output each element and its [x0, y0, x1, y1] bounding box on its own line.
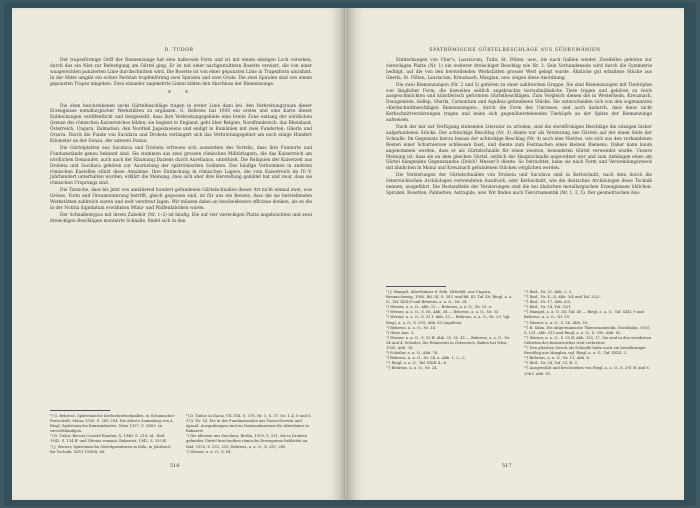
footnote: ¹) G. Behrens, Spätrömische Kerbschnittschnallen, in Schumacher-Festschrift, Mainz 1930, S. 285–294. Die älteste Sammlung von A. Riegl, Spätrömische Kunstindustrie, Wien 1927, S. 284 f. zu vervollständigen.: [50, 414, 176, 434]
footnote: ¹³) Ibid., Nr. 4—8, Abb. 3/4 und Taf. 32/2.: [524, 295, 601, 300]
footnote: ¹⁷) Werner, a. a. O., S. 56, Abb. 38.: [524, 320, 589, 325]
paragraph: Nach der mir zur Verfügung stehenden Literatur zu urteilen, sind die sternförmigen Beschläge die einzigen bisher aufgefundenen Stücke. Der achteckige Beschlag (Nr. 3) diente nur als Verzierung des Gürtels auf der einen Seite der Schnalle. Im Gegensatz hierzu besass der achteckige Beschlag (Nr. 4) auch eine Nietöse, wie sich aus den vorhandenen Resten einer Scharnierose schliessen lässt, und diente zum Festmachen eines kleinen Riemens. Daher kann kaum angenommen werden, dass er als Gürtelschnalle für einen zweiten, besonderen Gürtel verwendet wurde. Unsere Meinung ist, dass sie an dem gleichen Gürtel, seitlich der Hauptschnalle angeordnet war und zum Anhängen eines am Gürtel hängenden Gegenstandes (Dolch? Messer?) diente. So betrachtet, kann sie nach Form und Verwendungszweck mit ähnlichen in Mainz und Kreuznach gefundenen Stücken verglichen werden.: [386, 124, 652, 172]
footnote: ⁷) Werner, a. a. O., S. 52 ff. Abb. 33, 35, 41 — Behrens, a. a. O., Nr. 24 und 4. Scheiler, Die Römerzeit in Österreich, Baden bei Wien, 1935, Abb. 76.: [386, 335, 511, 351]
right-page: [346, 8, 684, 500]
footnote: ²) D. Tudor, Recuei Corseid Romînă, X, 1946, S. 216; Id., Ibid. 1942, S. 134 ff. und Oltenia romană, Bukarest, 1942, S. 293 ff.: [50, 434, 167, 444]
footnote-column: [186, 414, 312, 455]
footnote: ¹⁶) Hampel, a. a. O., III, Taf. 40 — Riegl, a. a. O., Taf. XXII, 9 und Behrens, a. a. O., Nr. 29.: [524, 310, 644, 320]
footnote: ⁸) Scheiler, a. a. O., Abb. 78.: [386, 351, 439, 356]
footnote: ¹) J. Hampel, Alterthümer d. früh. Mittelalt. aus Ungarn, Braunschweig, 1905, Bd. III, S. 34 f. und Bd. III, Taf. 40; Riegl, a. a. O., Taf. XXII/9 und Behrens, a. a. O., Nr. 24.: [386, 290, 513, 305]
footnote: ¹⁹) Werner, a. a. O., S. 52 ff. Abb. 120, 17. Sie sind in den westlichen Gebieten des Kaiserreiches weit verbreitet.: [524, 335, 652, 345]
footnote: ⁶) Werner, a. a. O., S. 64.: [186, 449, 232, 454]
paragraph: Die Tatsache, dass bis jetzt von annähernd hundert gefundenen Gürtelschnallen dieser Art nicht einmal zwei, was Grösse, Form und Ornamentierung betrifft, gleich gegossen sind, ist für uns ein Beweis, dass die sie herstellenden Werkstätten zahlreich waren und weit verstreut lagen. Wir müssen dabei an bescheidenere officinae denken, als es die in der Notitia dignitatum erwähnten Münz- und Waffenfabriken waren.: [50, 188, 312, 211]
footnote: ⁵) Die ältesten aus Sucidava, Berlin, 1929, S. 251, die in Drobeta gefunden Gürtel beschreiben römische Erzeugnisse bekleidet an, Ibid. 1929, S. 251, 255; Behrens, a. a. O., S. 287, 285.: [186, 434, 309, 449]
page-number: 517: [502, 463, 512, 469]
footnote: ⁵) Behrens, a. a. O., Nr. 14.: [386, 325, 437, 330]
paragraph: Die Verzierungen der Gürtelschnallen von Drobeta und Sucidava sind in Kerbschnitt, nach dem durch die österreichischen Archäologen verwendeten Ausdruck, oder Kerbschnitt, wie die deutschen Archäologen diese Technik nennen, ausgeführt. Die Bestandteile der Verzierungen sind die bei ähnlichen metallurgischen Erzeugnissen üblichen: Spiralen, Rosetten, Palmetten, Astragale, usw. Wir finden auch Tierornamentik (Nr. 1, 2, 5). Der geometrischen Aus-: [386, 173, 652, 196]
footnote: ²³) Ausgewählt und beschrieben von Riegl, a. a. O., S. 291 ff. und S. 296 f. Abb. 81.: [524, 366, 650, 376]
running-header: D. TUDOR: [164, 48, 194, 53]
footnote: ⁹) Behrens, a. a. O., Nr. 24, a. Abb. 1, 2—3.: [386, 356, 466, 361]
footnote-column: [386, 290, 514, 377]
footnote: ³) Werner, a. a. O., S. 56, Abb. 34 — Behrens, a. a. O., Nr. 33.: [386, 310, 500, 315]
footnote: ⁴) Werner, a. a. O., S. 51 f. Abb. 33 — Behrens, a. a. O., Nr. 23; Vgl. Riegl, a. a. O., S. 293, Abb. 82 (Aquileia).: [386, 315, 511, 325]
paragraph: Der Schnallentypus mit ihrem Zubehör (Nr. 1–2) ist häufig. Die auf vier viereckigen Platte angebrachten und zwei dreieckigen Beschlägen montierte Schnalle, findet sich in den: [50, 212, 312, 224]
footnote: ³) J. Werner, Spätrömische Gürtelgarnituren in Köln, in Jahrbuch für Technik, XXVI 1958/8, 66.: [50, 444, 171, 454]
footnote: ⁶) Ohne Ann. 1.: [386, 330, 415, 335]
footnote: ¹⁵) Ibid., Nr. 14, Taf. 32/1.: [524, 305, 572, 310]
footnote-rule: [50, 410, 110, 411]
footnote-column: [524, 290, 652, 377]
footnote-column: [50, 414, 176, 455]
footnote: ⁴) D. Tudor, in Dacia, VII–VIII, S. 378, Nr. 1; S. 37, Nr. 1–4, 6 und S. 373, Nr. 14. Die in der Fundmaterialie aus Turnu-Severin und Ayacal: Ausgrabungen sind im Nationalmuseum für Altertümer in Bukarest.: [186, 414, 312, 434]
footnotes: [386, 290, 652, 377]
section-separator: * *: [168, 89, 194, 97]
footnote: ²¹) Behrens, a. a. O., Nr. 11, Abb. 6.: [524, 356, 591, 361]
footnote-rule: [386, 286, 446, 287]
footnote: ¹⁰) Riegl, a. a. O., Taf. XXIII 4—6.: [386, 361, 448, 366]
paragraph: Entdeckungen von Cher's, Lauriacum, Tulln, St. Pölten, usw., bis nach Gallien wieder. Zweifellos gehören zur viereckigen Platte (Nr. 1) ein weiterer dreieckiger Beschlag wie Nr. 2. Sein Vorhandensein wird durch die Symmetrie bedingt, auf die von den herstellenden Werkstätten grosser Wert gelegt wurde. Ähnliche gut erhaltene Stücke aus Gherla, St. Pölten, Lauriacum, Kreuznach, Maxglan, usw. zeigen diese Anordnung.: [386, 58, 652, 81]
left-page: [12, 8, 346, 500]
running-header: SPÄTRÖMISCHE GÜRTELBESCHLÄGE AUS SÜDRUMÄNIEN: [429, 48, 601, 53]
paragraph: Der trapezförmige Griff der Riemenzunge hat eine halbovale Form und ist mit einem einzigen Loch versehen, durch das ein Niet zur Befestigung am Gürtel ging. Er ist mit einer nachgestalteten Rosette verziert, die von einer waagerechten punzierten Linie durchschnitten wird. Die Rosette ist von einer gepunzten Linie in Trapezform umrahmt. In der Mitte umgibt ein echter Perlstab tropfenförmig zwei Spiralen und zwei Ovale. Die zwei Spiralen sind von einem gepunzten Trapez umgeben. Zwei einander zugekehrte Linien bilden den Abschluss der Riemenzunge.: [50, 58, 312, 87]
footnote: ¹²) Ibid., Nr. 21, Abb. 2, 3.: [524, 290, 573, 294]
body-text: [50, 58, 312, 226]
page-number: 516: [170, 463, 180, 469]
footnote: ²⁰) Den gleichen Zweck als Schnalle hatte auch ein kreisförmiger Beschlag aus Maxglan, vgl. Riegl, a. a. O., Taf. XXIII, 2.: [524, 346, 646, 356]
footnote: ¹¹) Behrens, a. a. O., Nr. 24.: [386, 366, 438, 371]
paragraph: Die Gürtelplatten aus Sucidava und Drobeta erfreuen sich ausserdem des Vorteils, dass ihre Fundorte und Fundumstände genau bekannt sind. Sie stammen aus zwei grossen römischen Militärlagern, die das Kaiserreich am nördlichen Donauufer, auch nach der Räumung Daziens durch Aurelianus, unterhielt. Die Reliquien der Kaiserzeit aus Drobeta und Sucidava gehören zur Ausrüstung der spätrömischen Soldaten. Das häufige Vorkommen in anderen römischen Kastellen stützt diese Annahme. Ihre Entdeckung in römischen Lagern, die vom Kaiserreich im IV.–V. Jahrhundert unterhalten wurden, erklärt die Meinung, dass sich aber ihre Herstellung gebildet hat und zwar, dass sie römischen Ursprungs sind.: [50, 145, 312, 187]
body-text: [386, 58, 652, 198]
paragraph: Die oben beschriebenen sechs Gürtelbeschläge tragen in erster Linie dazu bei, den Verbreitungsraum dieser Erzeugnisse metallurgischer Werkstätten zu ergänzen. G. Behrens hat 1930 ein erstes und eine Karte dieser Entdeckungen veröffentlicht und festgestellt, dass ihre Verbreitungsgebiete eine breite Zone entlang der nördlichen Grenze des römischen Kaiserreiches bilden; sie beginnt in England, geht über Belgien, Nordfrankreich, das Rheinland, Österreich, Ungarn, Dalmatien, den Nordteil Jugoslawiens und endigt in Rumänien mit zwei Fundorten: Gherla und Orșova. Durch die Funde von Sucidava und Drobeta verlängert sich das Verbreitungsgebiet um noch einige Hundert Kilometer an der Donau, der unteren Donau.: [50, 103, 312, 144]
footnote: ²) Werner, a. a. O., Abb. 12 — Behrens, a. a. O., Nr. 31, u.: [386, 305, 493, 310]
footnote: ¹⁸) B. Salin, Die altgermanische Thierornamentik, Stockholm, 1935, S. 131, Abb. 313 und Riegl, a. a. O., S. 290, Abb. 82.: [524, 325, 651, 335]
footnote: ²²) Ibid., Nr. 24, Taf. 32, R. 3.: [524, 361, 579, 366]
paragraph: Die zwei Riemenzungen (Nr. 2 und 5) gehören zu einer zahlreichen Gruppe. Sie sind Riemenzungen mit Tierköpfen von länglicher Form, die bisweilen seitlich angebrachte tierwahnähnliche Tiere tragen und gehören zu reich ausgeschmückten und künstlerisch geformten Gürtelbeschlägen. Zum Vergleich dienen die in Westerheim, Kreuznach, Donapentele, Gellep, Gherla, Carnuntum und Aquileia gefundenen Stücke. Sie unterscheiden sich von den sogenannten »Kerbschnittbeschlägen Riemenzungen«, durch die Form des Umrisses, und auch dadurch, dass diese nicht Kerbschnittverzierungen tragen und keine sich gegenüberstehenden Tierköpfe an der Spitze der Riemenzunge aufweisen.: [386, 82, 652, 124]
footnotes: [50, 414, 312, 455]
footnote: ¹⁴) Ibid., Nr. 17, Abb. 6/3.: [524, 300, 572, 305]
